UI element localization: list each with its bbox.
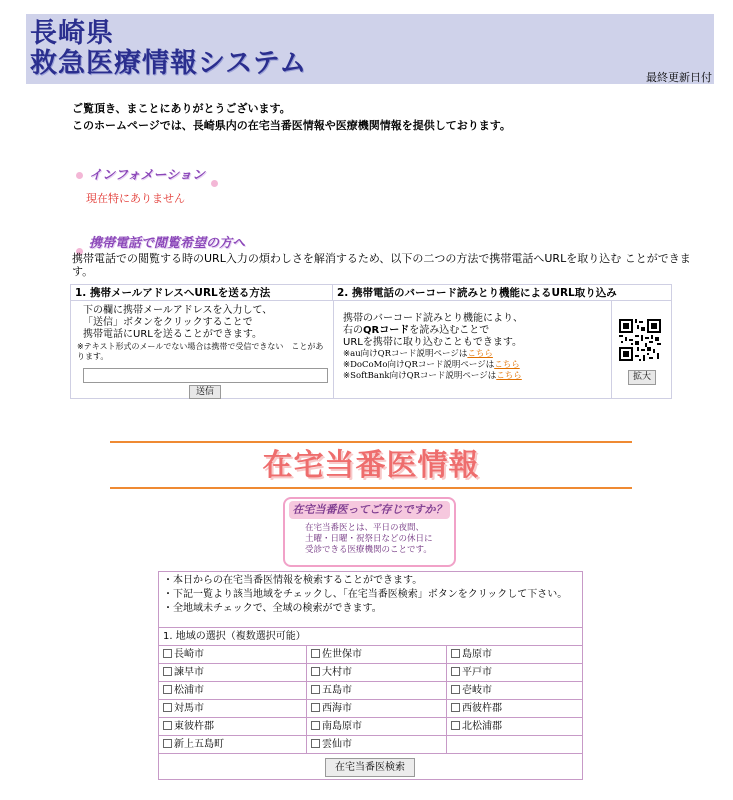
- region-option[interactable]: [159, 664, 307, 682]
- search-instructions: [159, 572, 582, 628]
- region-label: 北松浦郡: [462, 721, 502, 732]
- checkbox[interactable]: [311, 721, 320, 730]
- banner-text: [305, 523, 450, 556]
- region-label: 大村市: [322, 667, 352, 678]
- region-option[interactable]: [159, 646, 307, 664]
- home-doctor-explanation-banner: [283, 497, 456, 567]
- au-note: [343, 349, 605, 360]
- email-method-note: ※テキスト形式のメールでない場合は携帯で受信できない ことがあります。: [77, 342, 324, 361]
- region-label: 平戸市: [462, 667, 492, 678]
- region-row: [159, 718, 582, 736]
- checkbox[interactable]: [451, 649, 460, 658]
- qr-line-text: 右の: [343, 325, 363, 336]
- checkbox[interactable]: [311, 667, 320, 676]
- region-label: 新上五島町: [174, 739, 224, 750]
- docomo-link[interactable]: こちら: [494, 360, 520, 370]
- docomo-note: [343, 360, 605, 371]
- banner-line: 在宅当番医とは、平日の夜間、: [305, 523, 425, 533]
- region-label: 東彼杵郡: [174, 721, 214, 732]
- orange-rule-bottom: [110, 487, 632, 489]
- region-label: 五島市: [322, 685, 352, 696]
- email-method-text: [77, 305, 329, 362]
- instruction-line: ・全地域未チェックで、全域の検索ができます。: [163, 603, 382, 614]
- info-heading: [70, 164, 224, 183]
- checkbox[interactable]: [163, 739, 172, 748]
- region-option[interactable]: [159, 682, 307, 700]
- bullet-icon: [76, 172, 83, 179]
- mobile-col1-header: 1. 携帯メールアドレスへURLを送る方法: [71, 285, 333, 301]
- au-note-text: ※au向けQRコード説明ページは: [343, 349, 468, 359]
- qr-method-line: URLを携帯に取り込むこともできます。: [343, 337, 523, 348]
- region-row: [159, 700, 582, 718]
- softbank-note: [343, 371, 605, 382]
- mobile-methods-table: [70, 284, 672, 399]
- region-option[interactable]: [159, 736, 307, 754]
- divider: [611, 301, 612, 399]
- mobile-description: 携帯電話での閲覧する時のURL入力の煩わしさを解消するため、以下の二つの方法で携帯電話へURLを取り込む ことができます。: [72, 252, 691, 278]
- au-link[interactable]: こちら: [467, 349, 493, 359]
- home-doctor-search-button[interactable]: 在宅当番医検索: [325, 758, 415, 777]
- region-option[interactable]: [447, 682, 582, 700]
- docomo-note-text: ※DoCoMo向けQRコード説明ページは: [343, 360, 495, 370]
- region-row: [159, 646, 582, 664]
- checkbox[interactable]: [163, 703, 172, 712]
- site-title-line1: 長崎県: [30, 18, 114, 49]
- home-doctor-title: 在宅当番医情報: [262, 448, 480, 483]
- region-grid: [159, 646, 582, 754]
- region-label: 長崎市: [174, 649, 204, 660]
- instruction-line: ・下記一覧より該当地域をチェックし、「在宅当番医検索」ボタンをクリックして下さい。: [163, 589, 568, 600]
- checkbox[interactable]: [451, 703, 460, 712]
- region-option[interactable]: [447, 718, 582, 736]
- qr-method-text: [343, 313, 605, 382]
- region-option[interactable]: [307, 736, 447, 754]
- checkbox[interactable]: [451, 721, 460, 730]
- home-doctor-search-form: [158, 571, 583, 780]
- qr-code-image: [619, 319, 661, 361]
- mobile-heading-text: 携帯電話で閲覧希望の方へ: [89, 236, 246, 251]
- region-label: 南島原市: [322, 721, 362, 732]
- checkbox[interactable]: [311, 703, 320, 712]
- mobile-col2-header: 2. 携帯電話のバーコード読みとり機能によるURL取り込み: [333, 285, 671, 301]
- site-logo[interactable]: [30, 20, 307, 77]
- info-text: 現在特にありません: [86, 192, 185, 205]
- region-label: 雲仙市: [322, 739, 352, 750]
- region-label: 西彼杵郡: [462, 703, 502, 714]
- divider: [333, 301, 334, 399]
- checkbox[interactable]: [311, 685, 320, 694]
- qr-method-line: 携帯のバーコード読みとり機能により、: [343, 313, 523, 324]
- checkbox[interactable]: [163, 685, 172, 694]
- region-label: 壱岐市: [462, 685, 492, 696]
- checkbox[interactable]: [451, 667, 460, 676]
- banner-title: 在宅当番医ってご存じですか？: [289, 501, 450, 519]
- region-row: [159, 682, 582, 700]
- checkbox[interactable]: [451, 685, 460, 694]
- mobile-email-input[interactable]: [83, 368, 328, 383]
- qr-method-line: [343, 325, 605, 337]
- send-button[interactable]: 送信: [189, 385, 221, 399]
- region-select-label: 1. 地域の選択（複数選択可能）: [159, 628, 582, 646]
- checkbox[interactable]: [311, 739, 320, 748]
- last-updated-label: 最終更新日付: [646, 71, 712, 84]
- region-option[interactable]: [307, 646, 447, 664]
- info-heading-text: インフォメーション: [89, 168, 205, 183]
- qr-line-text: を読み込むことで: [409, 325, 490, 336]
- banner-line: 土曜・日曜・祝祭日などの休日に: [305, 534, 433, 544]
- region-empty-cell: [447, 736, 582, 754]
- region-label: 対馬市: [174, 703, 204, 714]
- instruction-line: ・本日からの在宅当番医情報を検索することができます。: [163, 575, 423, 586]
- region-option[interactable]: [447, 664, 582, 682]
- region-option[interactable]: [307, 718, 447, 736]
- region-label: 島原市: [462, 649, 492, 660]
- banner-line: 受診できる医療機関のことです。: [305, 545, 432, 555]
- welcome-line2: このホームページでは、長崎県内の在宅当番医情報や医療機関情報を提供しております。: [72, 119, 511, 132]
- qr-zoom-button[interactable]: 拡大: [628, 370, 656, 385]
- region-option[interactable]: [307, 664, 447, 682]
- qr-line-strong: QRコード: [363, 325, 410, 336]
- softbank-link[interactable]: こちら: [496, 371, 522, 381]
- region-label: 松浦市: [174, 685, 204, 696]
- region-label: 西海市: [322, 703, 352, 714]
- mobile-heading: [70, 232, 245, 251]
- region-option[interactable]: [307, 700, 447, 718]
- softbank-note-text: ※SoftBank向けQRコード説明ページは: [343, 371, 497, 381]
- region-row: [159, 736, 582, 754]
- region-option[interactable]: [159, 718, 307, 736]
- site-title-line2: 救急医療情報システム: [30, 48, 308, 79]
- email-method-line: 下の欄に携帯メールアドレスを入力して、: [83, 305, 273, 316]
- checkbox[interactable]: [163, 649, 172, 658]
- welcome-line1: ご覧頂き、まことにありがとうございます。: [72, 102, 291, 115]
- email-method-line: 「送信」ボタンをクリックすることで: [83, 317, 253, 328]
- checkbox[interactable]: [311, 649, 320, 658]
- region-option[interactable]: [159, 700, 307, 718]
- region-label: 諫早市: [174, 667, 204, 678]
- checkbox[interactable]: [163, 721, 172, 730]
- orange-rule-top: [110, 441, 632, 443]
- region-option[interactable]: [447, 646, 582, 664]
- region-option[interactable]: [307, 682, 447, 700]
- site-header: [26, 14, 714, 84]
- welcome-message: [72, 100, 511, 134]
- bullet-icon: [211, 180, 218, 187]
- region-label: 佐世保市: [322, 649, 362, 660]
- region-option[interactable]: [447, 700, 582, 718]
- checkbox[interactable]: [163, 667, 172, 676]
- email-method-line: 携帯電話にURLを送ることができます。: [83, 329, 263, 340]
- region-row: [159, 664, 582, 682]
